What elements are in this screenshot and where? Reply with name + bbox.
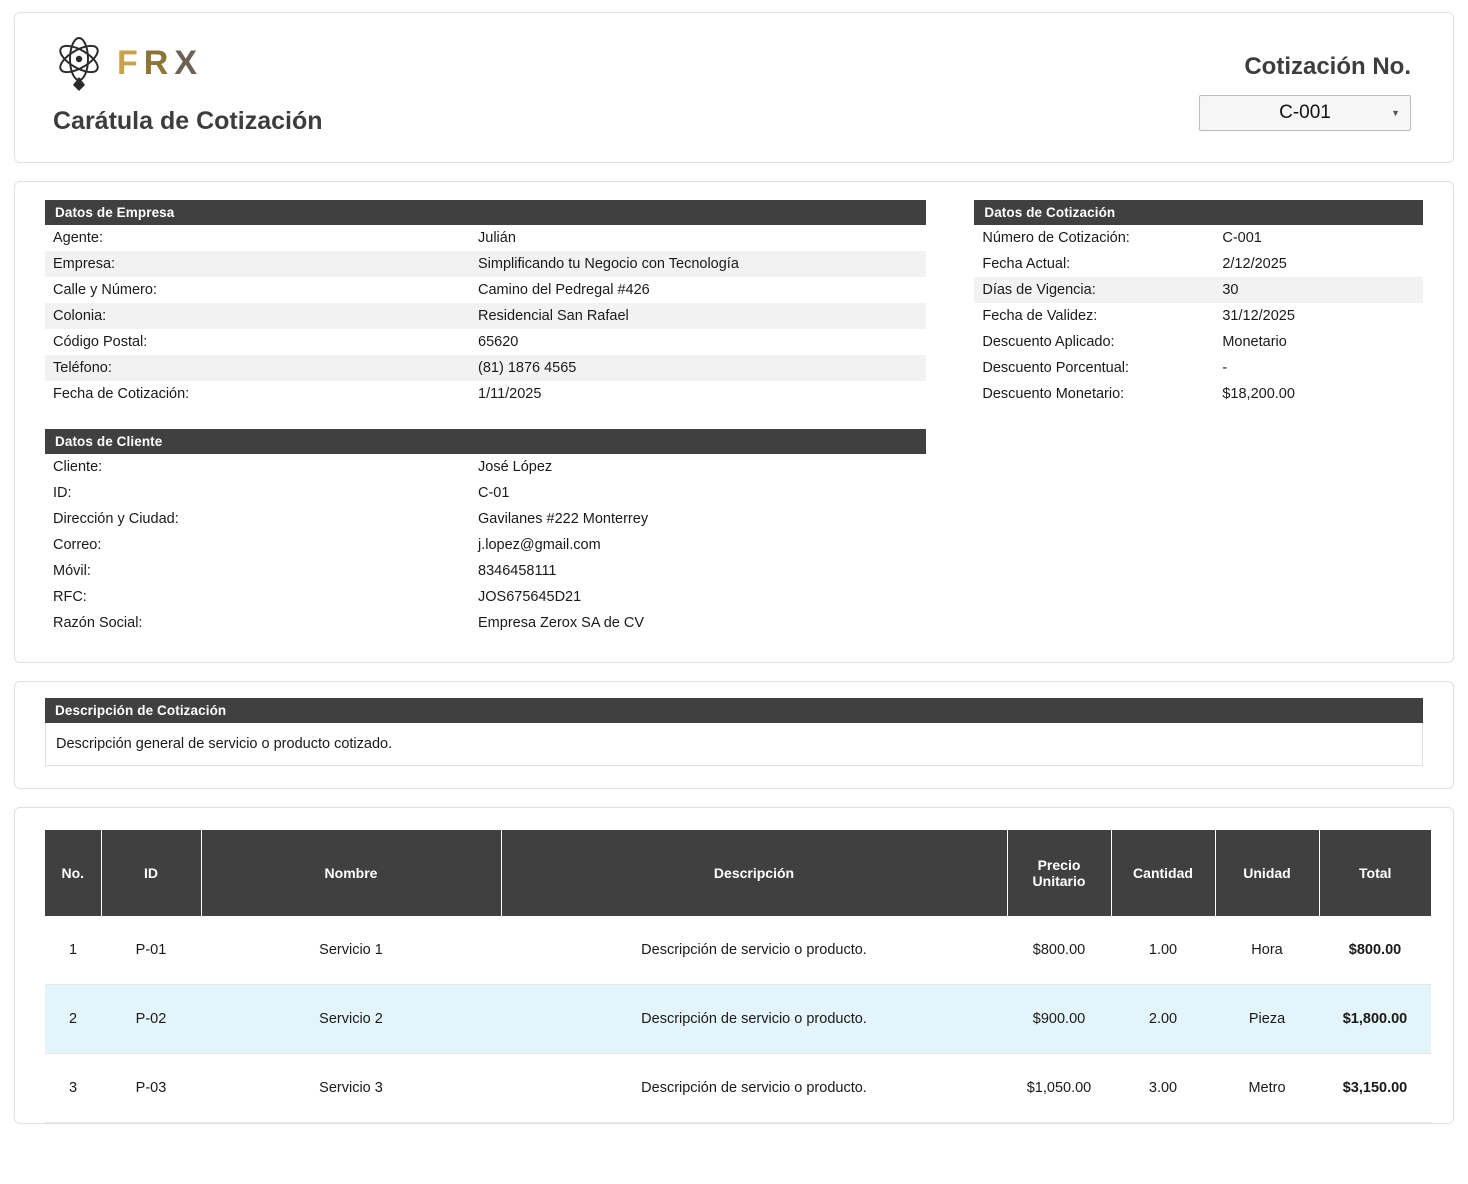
field-label: Correo: (53, 537, 102, 553)
items-card (14, 807, 1454, 1124)
section-title-cotizacion: Datos de Cotización (974, 200, 1423, 225)
field-label: ID: (53, 485, 72, 501)
quotation-column (974, 200, 1423, 407)
field-label: Descuento Aplicado: (982, 334, 1115, 350)
field-value: Residencial San Rafael (470, 303, 926, 329)
cell-unidad: Hora (1215, 916, 1319, 985)
field-label: Descuento Porcentual: (982, 360, 1130, 376)
section-title-descripcion: Descripción de Cotización (45, 698, 1423, 723)
column-header-unidad: Unidad (1215, 830, 1319, 916)
section-title-cliente: Datos de Cliente (45, 429, 926, 454)
cell-descripcion: Descripción de servicio o producto. (501, 916, 1007, 985)
cell-cantidad: 2.00 (1111, 985, 1215, 1054)
chevron-down-icon: ▼ (1391, 108, 1400, 118)
column-header-precio-unitario: Precio Unitario (1007, 830, 1111, 916)
company-and-client-column (45, 200, 926, 636)
cell-nombre: Servicio 3 (201, 1054, 501, 1123)
table-row (45, 532, 926, 558)
cell-id: P-03 (101, 1054, 201, 1123)
field-value: - (1222, 360, 1228, 376)
field-value: JOS675645D21 (478, 589, 582, 605)
cell-precio-unitario: $900.00 (1007, 985, 1111, 1054)
empresa-table (45, 225, 926, 407)
field-value: 65620 (478, 334, 519, 350)
cotizacion-table (974, 225, 1423, 407)
cell-no: 2 (45, 985, 101, 1054)
table-row (974, 381, 1423, 407)
field-value: Julián (478, 230, 516, 246)
cell-cantidad: 1.00 (1111, 916, 1215, 985)
field-value: Empresa Zerox SA de CV (478, 615, 645, 631)
field-label: Agente: (53, 230, 103, 246)
table-row (974, 251, 1423, 277)
table-row (45, 355, 926, 381)
field-value: 1/11/2025 (478, 386, 542, 402)
header-left (45, 35, 323, 136)
section-title-empresa: Datos de Empresa (45, 200, 926, 225)
field-label: Colonia: (45, 303, 470, 329)
items-table-header-row (45, 830, 1431, 916)
table-row (45, 1054, 1431, 1123)
table-row (45, 225, 926, 251)
description-card (14, 681, 1454, 789)
items-table (45, 830, 1431, 1123)
table-row (45, 610, 926, 636)
field-label: Días de Vigencia: (974, 277, 1214, 303)
table-row (974, 303, 1423, 329)
table-row (45, 916, 1431, 985)
atom-icon (53, 35, 105, 91)
field-value: Gavilanes #222 Monterrey (478, 511, 649, 527)
field-label: Fecha de Cotización: (53, 386, 190, 402)
table-row (45, 506, 926, 532)
field-label: Calle y Número: (53, 282, 157, 298)
cliente-table (45, 454, 926, 636)
cell-nombre: Servicio 1 (201, 916, 501, 985)
table-row (45, 381, 926, 407)
cell-unidad: Pieza (1215, 985, 1319, 1054)
field-value: C-01 (478, 485, 510, 501)
field-label: Empresa: (45, 251, 470, 277)
table-row (45, 558, 926, 584)
header-right (1199, 35, 1423, 131)
table-row (974, 277, 1423, 303)
table-row (45, 329, 926, 355)
field-value: (81) 1876 4565 (470, 355, 926, 381)
field-label: Descuento Monetario: (982, 386, 1125, 402)
table-row (974, 329, 1423, 355)
cell-nombre: Servicio 2 (201, 985, 501, 1054)
cell-id: P-02 (101, 985, 201, 1054)
document-header (14, 12, 1454, 163)
cell-total: $800.00 (1319, 916, 1431, 985)
cell-precio-unitario: $1,050.00 (1007, 1054, 1111, 1123)
field-label: Fecha Actual: (982, 256, 1071, 272)
logo-letter-x: X (174, 43, 204, 82)
column-header-cantidad: Cantidad (1111, 830, 1215, 916)
cotizacion-select-value: C-001 (1279, 102, 1331, 123)
table-row (45, 277, 926, 303)
field-label: Teléfono: (45, 355, 470, 381)
field-value: 30 (1214, 277, 1423, 303)
cell-total: $1,800.00 (1319, 985, 1431, 1054)
brand-logo (53, 35, 323, 91)
field-label: Cliente: (53, 459, 103, 475)
field-value: j.lopez@gmail.com (478, 537, 601, 553)
field-value: José López (478, 459, 553, 475)
table-row (974, 225, 1423, 251)
field-value: 31/12/2025 (1222, 308, 1295, 324)
brand-wordmark (117, 44, 203, 83)
cell-no: 3 (45, 1054, 101, 1123)
cell-total: $3,150.00 (1319, 1054, 1431, 1123)
cell-precio-unitario: $800.00 (1007, 916, 1111, 985)
cell-unidad: Metro (1215, 1054, 1319, 1123)
column-header-id: ID (101, 830, 201, 916)
column-header-total: Total (1319, 830, 1431, 916)
description-text: Descripción general de servicio o producto cotizado. (45, 723, 1423, 766)
table-row (45, 584, 926, 610)
column-header-nombre: Nombre (201, 830, 501, 916)
table-row (45, 454, 926, 480)
cell-no: 1 (45, 916, 101, 985)
table-row (45, 251, 926, 277)
field-label: Número de Cotización: (982, 230, 1130, 246)
field-label: RFC: (53, 589, 87, 605)
cell-descripcion: Descripción de servicio o producto. (501, 985, 1007, 1054)
field-value: 2/12/2025 (1222, 256, 1287, 272)
table-row (45, 303, 926, 329)
table-row (45, 480, 926, 506)
logo-letter-r: R (143, 43, 175, 82)
field-value: Monetario (1222, 334, 1287, 350)
field-value: Camino del Pedregal #426 (478, 282, 650, 298)
field-label: Dirección y Ciudad: (53, 511, 179, 527)
table-row (974, 355, 1423, 381)
cotizacion-select[interactable] (1199, 95, 1411, 131)
column-header-descripcion: Descripción (501, 830, 1007, 916)
page-title: Carátula de Cotización (53, 107, 323, 135)
field-label: Código Postal: (53, 334, 148, 350)
logo-letter-f: F (117, 43, 144, 82)
field-value: C-001 (1222, 230, 1262, 246)
field-label: Razón Social: (53, 615, 143, 631)
info-card (14, 181, 1454, 663)
cell-cantidad: 3.00 (1111, 1054, 1215, 1123)
cotizacion-no-label: Cotización No. (1244, 53, 1411, 80)
field-value: $18,200.00 (1222, 386, 1295, 402)
table-row (45, 985, 1431, 1054)
column-header-no: No. (45, 830, 101, 916)
field-value: 8346458111 (478, 563, 557, 579)
cell-id: P-01 (101, 916, 201, 985)
field-value: Simplificando tu Negocio con Tecnología (470, 251, 926, 277)
field-label: Fecha de Validez: (982, 308, 1098, 324)
cell-descripcion: Descripción de servicio o producto. (501, 1054, 1007, 1123)
field-label: Móvil: (53, 563, 91, 579)
